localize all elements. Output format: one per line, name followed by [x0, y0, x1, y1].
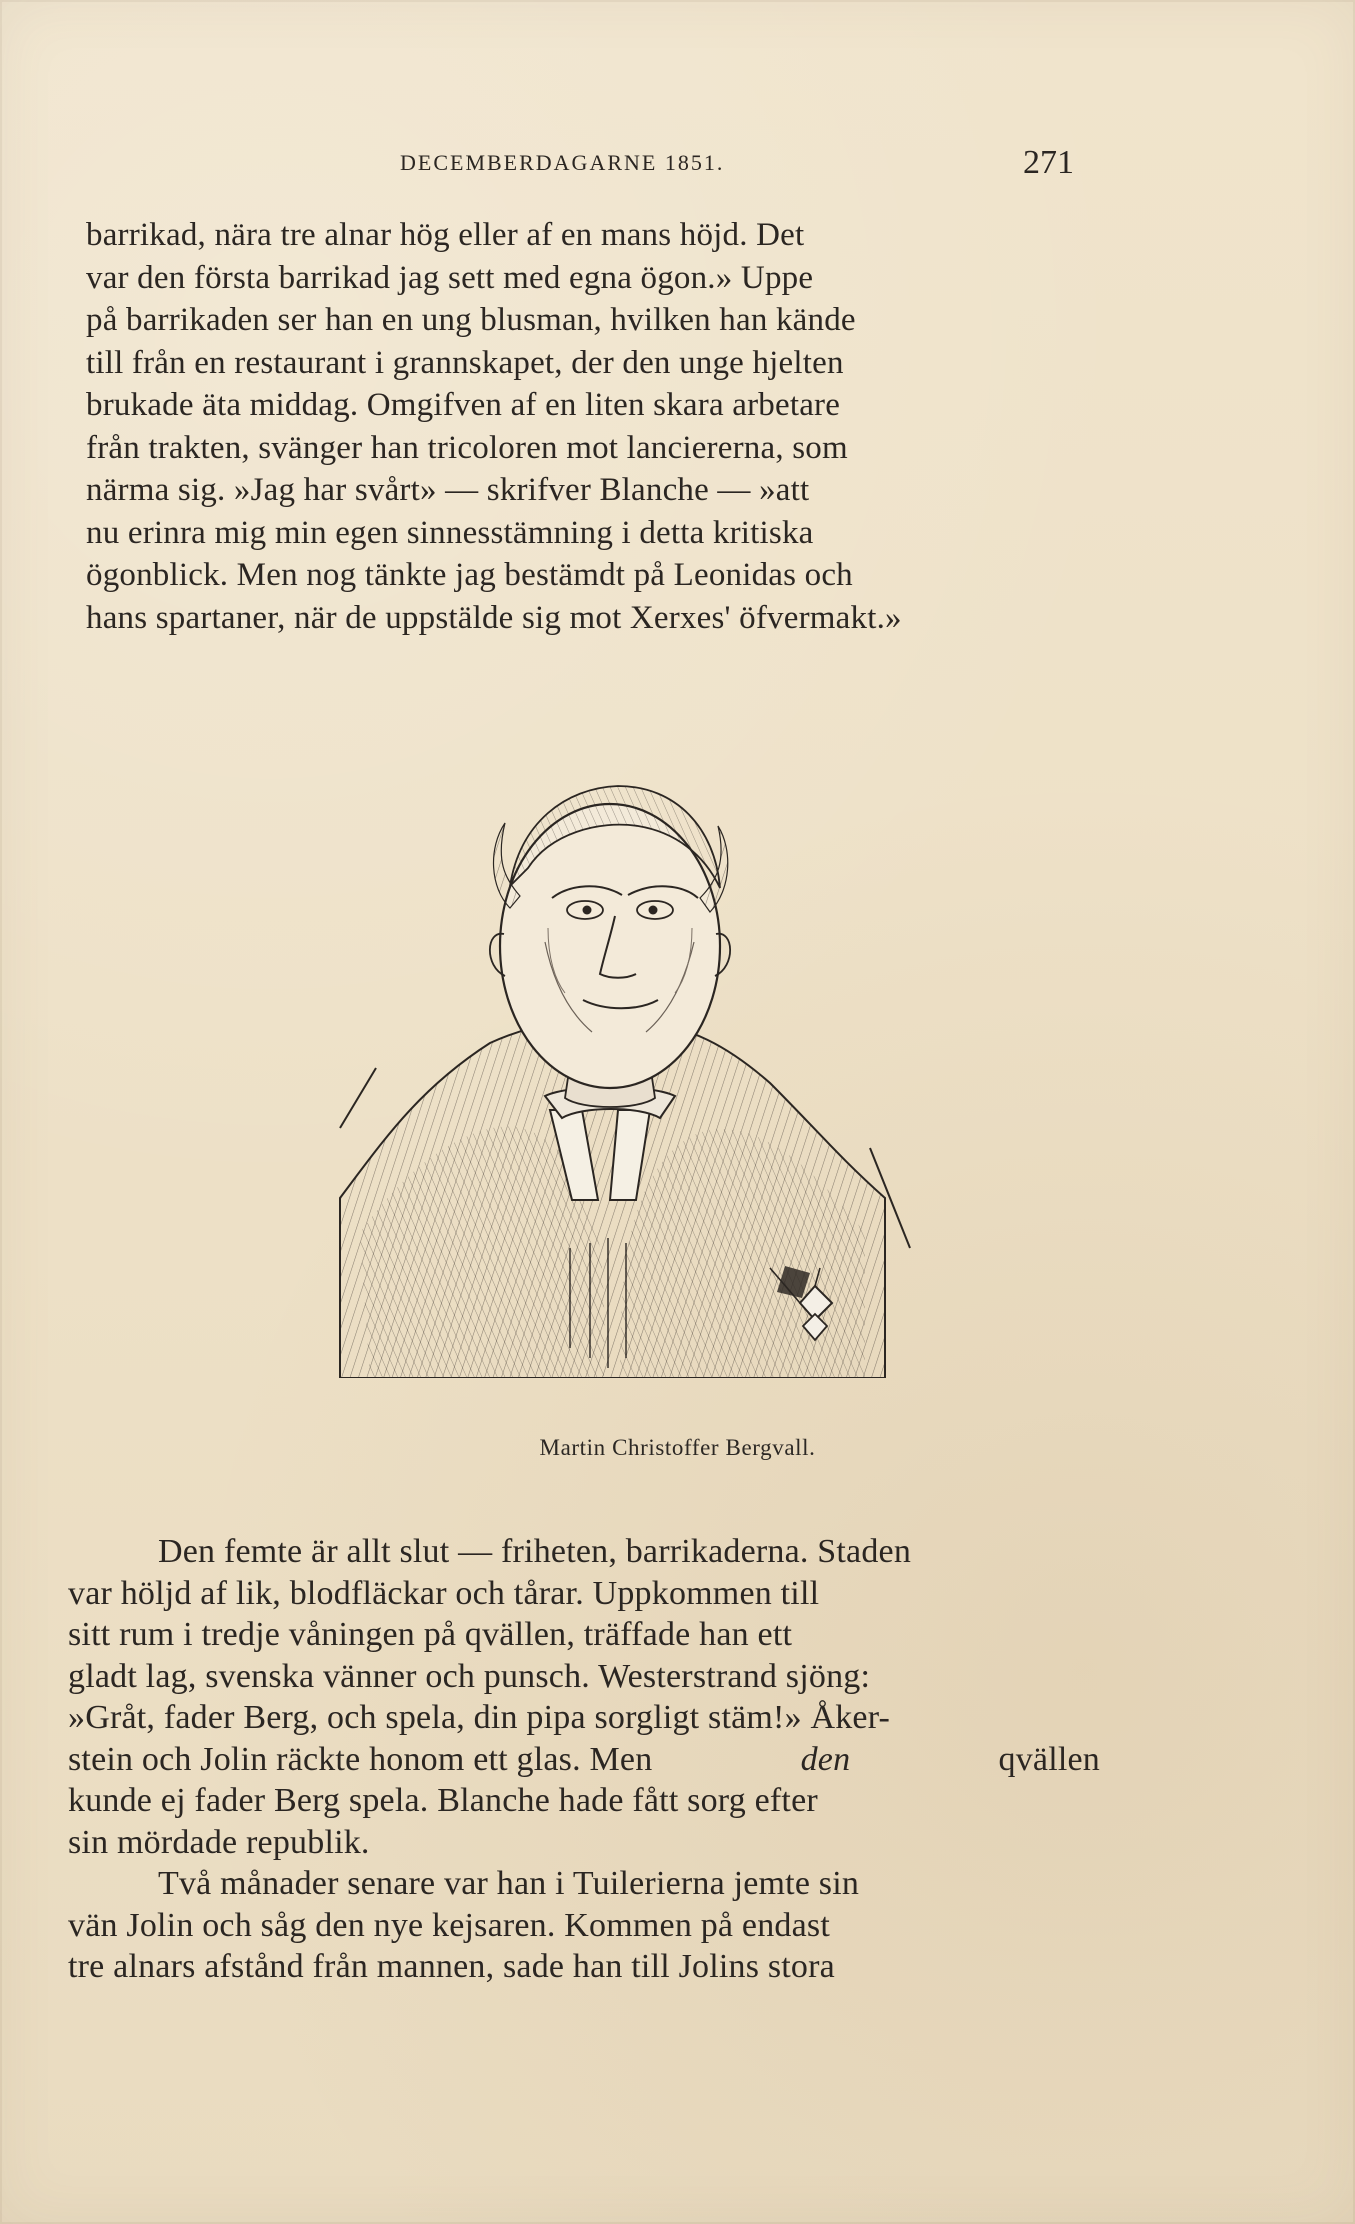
paragraph-line: Två månader senare var han i Tuilerierna jemte sin — [158, 1865, 860, 1902]
paragraph-line: var den första barrikad jag sett med egna ögon.» Uppe — [86, 259, 814, 296]
paragraph-line: sitt rum i tredje våningen på qvällen, träffade han ett — [68, 1616, 793, 1653]
paragraph-line-fragment: qvällen — [998, 1740, 1100, 1778]
paragraph-line: barrikad, nära tre alnar hög eller af en mans höjd. Det — [86, 217, 805, 253]
paragraph-line: ögonblick. Men nog tänkte jag bestämdt på Leonidas och — [86, 557, 853, 593]
bottom-text — [68, 1531, 1100, 1988]
paragraph-line-with-italic — [68, 1739, 1100, 1781]
paragraph-line: tre alnars afstånd från mannen, sade han till Jolins stora — [68, 1948, 835, 1985]
paragraph-line: var höljd af lik, blodfläckar och tårar. Uppkommen till — [68, 1574, 820, 1612]
paragraph-line: brukade äta middag. Omgifven af en liten skara arbetare — [86, 387, 841, 423]
page-number: 271 — [1023, 144, 1074, 181]
paragraph-line: »Gråt, fader Berg, och spela, din pipa sorgligt stäm!» Åker- — [68, 1699, 891, 1736]
paragraph-line: närma sig. »Jag har svårt» — skrifver Blanche — »att — [86, 472, 810, 508]
paragraph-line: från trakten, svänger han tricoloren mot lanciererna, som — [86, 429, 848, 466]
paragraph-line: kunde ej fader Berg spela. Blanche hade fått sorg efter — [68, 1782, 818, 1819]
paragraph-line: gladt lag, svenska vänner och punsch. Westerstrand sjöng: — [68, 1657, 871, 1695]
portrait-caption: Martin Christoffer Bergvall. — [539, 1435, 816, 1460]
paragraph-line: till från en restaurant i grannskapet, der den unge hjelten — [86, 344, 844, 381]
paragraph-line: sin mördade republik. — [68, 1823, 370, 1861]
paragraph-line: nu erinra mig min egen sinnesstämning i detta kritiska — [86, 514, 814, 551]
portrait-illustration — [300, 728, 920, 1378]
paragraph-line-fragment: stein och Jolin räckte honom ett glas. Men — [68, 1740, 653, 1778]
top-paragraph — [86, 214, 1116, 639]
italic-word: den — [800, 1740, 851, 1778]
paragraph-line: hans spartaner, när de uppstälde sig mot Xerxes' öfvermakt.» — [86, 599, 902, 636]
running-head: DECEMBERDAGARNE 1851. — [400, 150, 725, 175]
paragraph-line: vän Jolin och såg den nye kejsaren. Kommen på endast — [68, 1906, 830, 1944]
page-header — [0, 144, 1355, 190]
paragraph-line: på barrikaden ser han en ung blusman, hvilken han kände — [86, 302, 856, 338]
paragraph-line: Den femte är allt slut — friheten, barrikaderna. Staden — [158, 1533, 912, 1570]
